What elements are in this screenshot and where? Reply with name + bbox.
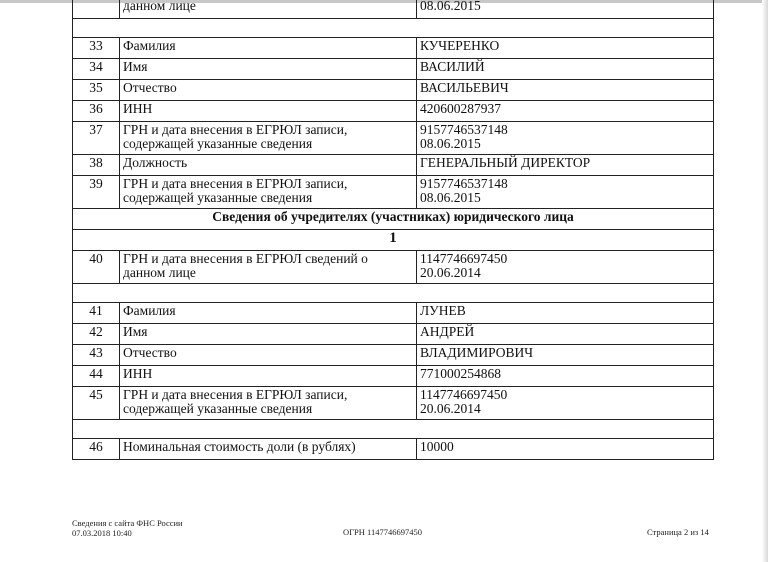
row-label-line: ГРН и дата внесения в ЕГРЮЛ записи, (123, 176, 348, 191)
row-number: 41 (73, 303, 120, 324)
row-number: 45 (73, 387, 120, 420)
page-right-shadow (762, 0, 768, 562)
row-number: 36 (73, 101, 120, 122)
row-label-line: ГРН и дата внесения в ЕГРЮЛ записи, (123, 387, 348, 402)
row-value: ВЛАДИМИРОВИЧ (417, 345, 714, 366)
row-value: КУЧЕРЕНКО (417, 38, 714, 59)
footer-source (72, 518, 183, 538)
section-index: 1 (73, 230, 714, 251)
section-index-row (73, 230, 714, 251)
footer-page-number: Страница 2 из 14 (647, 527, 709, 537)
row-label: Фамилия (120, 303, 417, 324)
table-row (73, 366, 714, 387)
table-row (73, 101, 714, 122)
row-number: 38 (73, 155, 120, 176)
row-value (417, 251, 714, 284)
row-label-line: данном лице (123, 265, 196, 280)
row-label: Имя (120, 59, 417, 80)
row-label-line: ГРН и дата внесения в ЕГРЮЛ записи, (123, 122, 348, 137)
row-number: 40 (73, 251, 120, 284)
row-value: АНДРЕЙ (417, 324, 714, 345)
row-number: 46 (73, 439, 120, 460)
row-label: Отчество (120, 80, 417, 101)
row-value: ГЕНЕРАЛЬНЫЙ ДИРЕКТОР (417, 155, 714, 176)
footer-source-text: Сведения с сайта ФНС России (72, 518, 183, 528)
row-label: Отчество (120, 345, 417, 366)
row-value (417, 122, 714, 155)
row-number: 35 (73, 80, 120, 101)
row-number: 33 (73, 38, 120, 59)
row-label: данном лице (120, 0, 417, 19)
row-value (417, 387, 714, 420)
row-number: 44 (73, 366, 120, 387)
date-value: 08.06.2015 (420, 136, 481, 151)
table-row (73, 176, 714, 209)
row-value: 10000 (417, 439, 714, 460)
spacer-row (73, 284, 714, 303)
row-label: Номинальная стоимость доли (в рублях) (120, 439, 417, 460)
section-title: Сведения об учредителях (участниках) юридического лица (73, 209, 714, 230)
row-number: 43 (73, 345, 120, 366)
table-row (73, 387, 714, 420)
row-value: 08.06.2015 (417, 0, 714, 19)
row-value (417, 176, 714, 209)
row-value: ВАСИЛИЙ (417, 59, 714, 80)
row-number (73, 0, 120, 19)
table-row (73, 251, 714, 284)
row-number: 34 (73, 59, 120, 80)
table-row (73, 439, 714, 460)
row-label: Фамилия (120, 38, 417, 59)
table-row (73, 155, 714, 176)
table-row (73, 345, 714, 366)
table-row (73, 122, 714, 155)
table-row (73, 324, 714, 345)
row-label-line: ГРН и дата внесения в ЕГРЮЛ сведений о (123, 251, 368, 266)
row-number: 42 (73, 324, 120, 345)
footer-datetime: 07.03.2018 10:40 (72, 528, 132, 538)
table-row (73, 80, 714, 101)
table-row (73, 38, 714, 59)
date-value: 08.06.2015 (420, 190, 481, 205)
row-label (120, 387, 417, 420)
grn-value: 1147746697450 (420, 251, 508, 266)
table-row (73, 303, 714, 324)
row-label (120, 122, 417, 155)
section-header-row (73, 209, 714, 230)
row-label-line: содержащей указанные сведения (123, 136, 313, 151)
table-row (73, 0, 714, 19)
row-label: ИНН (120, 101, 417, 122)
egrul-table (72, 0, 714, 460)
row-label-line: содержащей указанные сведения (123, 401, 313, 416)
row-number: 37 (73, 122, 120, 155)
row-label-line: содержащей указанные сведения (123, 190, 313, 205)
row-value: ВАСИЛЬЕВИЧ (417, 80, 714, 101)
row-number: 39 (73, 176, 120, 209)
row-value: 420600287937 (417, 101, 714, 122)
spacer-row (73, 420, 714, 439)
row-value: 771000254868 (417, 366, 714, 387)
row-label (120, 176, 417, 209)
row-label: Имя (120, 324, 417, 345)
footer-ogrn: ОГРН 1147746697450 (343, 527, 422, 537)
spacer-row (73, 19, 714, 38)
grn-value: 1147746697450 (420, 387, 508, 402)
row-label: ИНН (120, 366, 417, 387)
row-value: ЛУНЕВ (417, 303, 714, 324)
row-label: Должность (120, 155, 417, 176)
row-label (120, 251, 417, 284)
table-row (73, 59, 714, 80)
date-value: 20.06.2014 (420, 265, 481, 280)
grn-value: 9157746537148 (420, 176, 508, 191)
grn-value: 9157746537148 (420, 122, 508, 137)
date-value: 20.06.2014 (420, 401, 481, 416)
